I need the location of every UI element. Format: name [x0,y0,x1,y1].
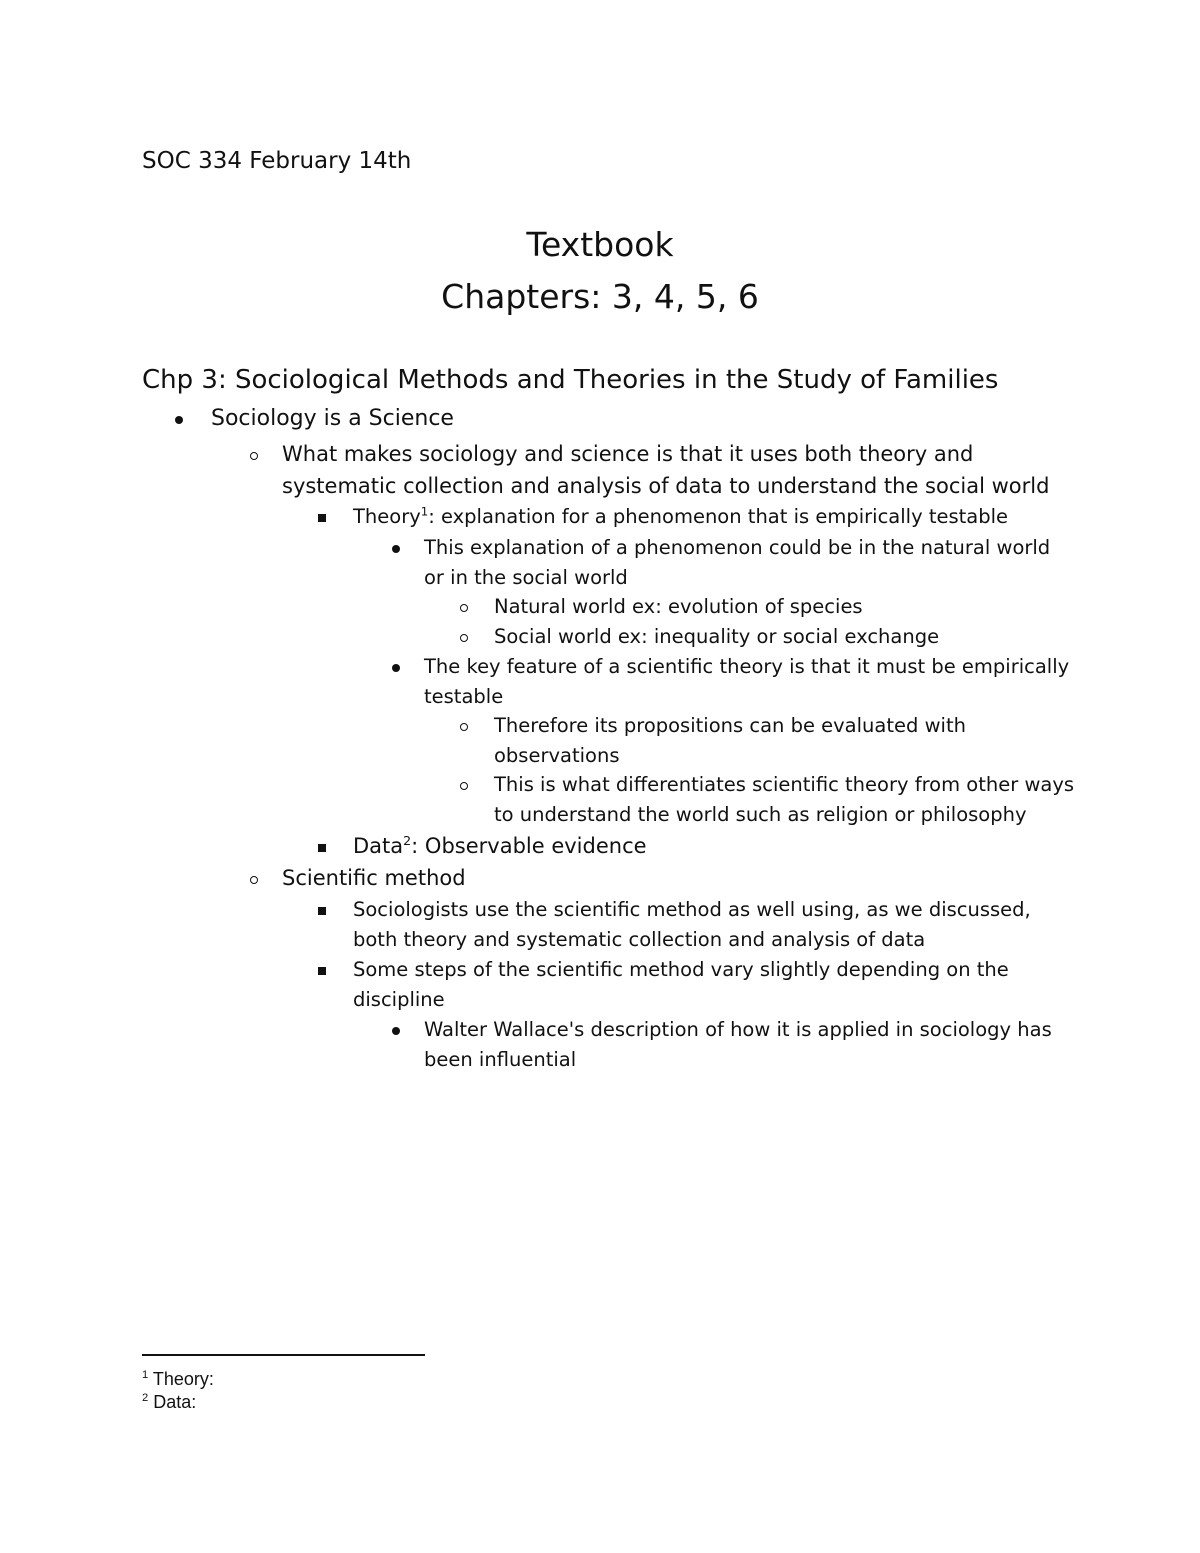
list-item-social-world: Social world ex: inequality or social exchange [494,625,940,648]
list-item-steps-line2: discipline [353,988,445,1011]
list-item-wallace-line2: been influential [424,1048,577,1071]
footnote-divider [142,1354,425,1356]
list-item-explanation-line2: or in the social world [424,566,628,589]
data-term: Data [353,834,404,858]
chapter-3-heading: Chp 3: Sociological Methods and Theories in the Study of Families [142,365,999,395]
square-bullet-icon [318,967,326,975]
list-item-differentiates-line1: This is what differentiates scientific theory from other ways [494,773,1075,796]
list-item-sociologists-line1: Sociologists use the scientific method as well using, as we discussed, [353,898,1031,921]
list-item-what-makes-line1: What makes sociology and science is that it uses both theory and [282,442,974,466]
list-item-sociology-science: Sociology is a Science [211,406,454,431]
hollow-bullet-icon [250,452,258,460]
list-item-therefore-line2: observations [494,744,620,767]
list-item-key-feature-line1: The key feature of a scientific theory is that it must be empirically [424,655,1070,678]
list-item-scientific-method: Scientific method [282,866,466,890]
data-definition: : Observable evidence [411,834,647,858]
hollow-bullet-icon [460,723,468,731]
list-item-data [353,831,647,861]
footnote-2-text: Data: [148,1392,197,1412]
list-item-theory [353,502,1008,532]
square-bullet-icon [318,907,326,915]
footnote-1 [142,1368,214,1390]
footnote-2-marker: 2 [142,1392,149,1404]
theory-term: Theory [353,505,421,528]
document-title: Textbook [526,225,674,264]
footnote-ref-1[interactable]: 1 [420,504,429,519]
list-item-differentiates-line2: to understand the world such as religion or philosophy [494,803,1027,826]
course-date-header: SOC 334 February 14th [142,148,412,174]
hollow-bullet-icon [460,782,468,790]
hollow-bullet-icon [250,876,258,884]
list-item-sociologists-line2: both theory and systematic collection and analysis of data [353,928,926,951]
list-item-explanation-line1: This explanation of a phenomenon could be in the natural world [424,536,1051,559]
list-item-what-makes-line2: systematic collection and analysis of data to understand the social world [282,474,1050,498]
filled-bullet-icon [392,545,400,553]
filled-bullet-icon [175,416,183,424]
hollow-bullet-icon [460,604,468,612]
theory-definition: : explanation for a phenomenon that is empirically testable [428,505,1009,528]
list-item-therefore-line1: Therefore its propositions can be evaluated with [494,714,966,737]
hollow-bullet-icon [460,634,468,642]
square-bullet-icon [318,514,326,522]
list-item-wallace-line1: Walter Wallace's description of how it is applied in sociology has [424,1018,1052,1041]
footnote-1-text: Theory: [148,1369,214,1389]
list-item-natural-world: Natural world ex: evolution of species [494,595,863,618]
footnote-2 [142,1391,196,1413]
chapters-subtitle: Chapters: 3, 4, 5, 6 [441,277,759,316]
footnote-ref-2[interactable]: 2 [403,833,412,848]
filled-bullet-icon [392,664,400,672]
list-item-steps-line1: Some steps of the scientific method vary slightly depending on the [353,958,1009,981]
square-bullet-icon [318,844,326,852]
footnote-1-marker: 1 [142,1369,149,1381]
filled-bullet-icon [392,1027,400,1035]
list-item-key-feature-line2: testable [424,685,504,708]
